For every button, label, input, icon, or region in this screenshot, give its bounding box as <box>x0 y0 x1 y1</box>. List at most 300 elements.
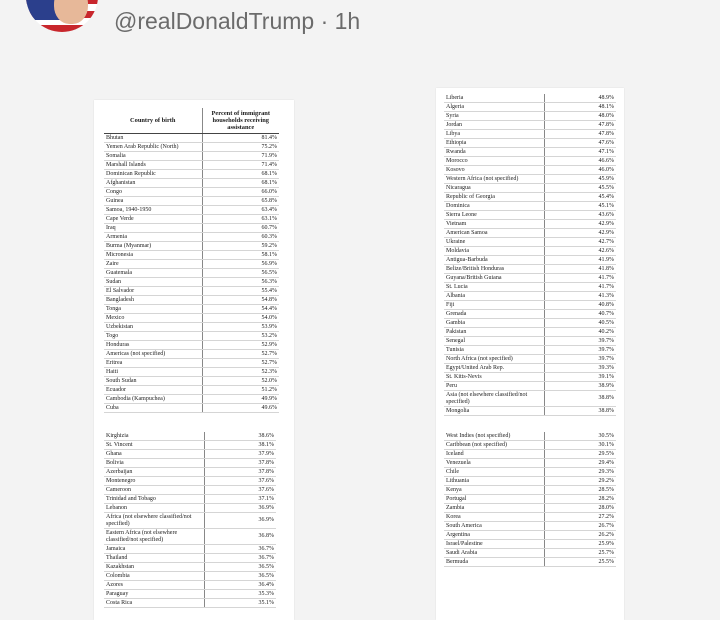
table-row <box>444 175 616 184</box>
table-row <box>104 134 279 143</box>
country-cell: Paraguay <box>104 590 204 599</box>
country-cell: Syria <box>444 112 544 121</box>
table-row <box>104 590 276 599</box>
percent-cell: 36.9% <box>204 513 276 529</box>
country-cell: South America <box>444 522 544 531</box>
country-cell: Kosovo <box>444 166 544 175</box>
percent-cell: 47.8% <box>544 121 616 130</box>
table-row <box>444 364 616 373</box>
country-cell: Togo <box>104 332 202 341</box>
country-cell: West Indies (not specified) <box>444 432 544 441</box>
country-cell: Liberia <box>444 94 544 103</box>
percent-cell: 26.7% <box>544 522 616 531</box>
country-cell: Cuba <box>104 404 202 413</box>
country-cell: Lebanon <box>104 504 204 513</box>
percent-cell: 65.8% <box>202 197 279 206</box>
percent-cell: 51.2% <box>202 386 279 395</box>
table-row <box>104 529 276 545</box>
percent-cell: 53.2% <box>202 332 279 341</box>
country-cell: Dominica <box>444 202 544 211</box>
country-cell: Sierra Leone <box>444 211 544 220</box>
country-cell: Korea <box>444 513 544 522</box>
percent-cell: 42.7% <box>544 238 616 247</box>
percent-cell: 30.1% <box>544 441 616 450</box>
country-cell: Cameroon <box>104 486 204 495</box>
percent-cell: 46.6% <box>544 157 616 166</box>
country-cell: Micronesia <box>104 251 202 260</box>
post-age[interactable]: 1h <box>334 8 361 34</box>
table-row <box>444 355 616 364</box>
table-row <box>444 549 616 558</box>
country-cell: Iraq <box>104 224 202 233</box>
country-cell: Colombia <box>104 572 204 581</box>
table-row <box>444 513 616 522</box>
percent-cell: 40.8% <box>544 301 616 310</box>
country-cell: Mongolia <box>444 407 544 416</box>
country-cell: Israel/Palestine <box>444 540 544 549</box>
table-row <box>104 224 279 233</box>
percent-cell: 29.5% <box>544 450 616 459</box>
percent-cell: 48.0% <box>544 112 616 121</box>
table-row <box>444 112 616 121</box>
table-row <box>104 269 279 278</box>
percent-cell: 43.6% <box>544 211 616 220</box>
assistance-table-2 <box>444 94 616 416</box>
percent-cell: 52.0% <box>202 377 279 386</box>
percent-cell: 54.8% <box>202 296 279 305</box>
percent-cell: 27.2% <box>544 513 616 522</box>
percent-cell: 56.3% <box>202 278 279 287</box>
percent-cell: 25.9% <box>544 540 616 549</box>
table-row <box>104 143 279 152</box>
table-row <box>104 386 279 395</box>
percent-cell: 75.2% <box>202 143 279 152</box>
percent-cell: 39.7% <box>544 355 616 364</box>
post-author-line[interactable] <box>114 8 360 35</box>
assistance-table-3 <box>104 432 276 608</box>
country-cell: Republic of Georgia <box>444 193 544 202</box>
percent-cell: 63.1% <box>202 215 279 224</box>
country-cell: Algeria <box>444 103 544 112</box>
percent-cell: 28.5% <box>544 486 616 495</box>
country-cell: Africa (not elsewhere classified/not specified) <box>104 513 204 529</box>
table-row <box>444 382 616 391</box>
country-cell: Rwanda <box>444 148 544 157</box>
table-row <box>444 247 616 256</box>
percent-cell: 52.9% <box>202 341 279 350</box>
country-cell: North Africa (not specified) <box>444 355 544 364</box>
percent-cell: 38.1% <box>204 441 276 450</box>
country-cell: Ghana <box>104 450 204 459</box>
separator-dot: · <box>320 8 329 34</box>
assistance-table-4 <box>444 432 616 567</box>
avatar-face <box>54 0 88 24</box>
country-cell: Ukraine <box>444 238 544 247</box>
percent-cell: 56.9% <box>202 260 279 269</box>
percent-column-header: Percent of immigrant households receiving assistance <box>202 108 279 134</box>
percent-cell: 56.5% <box>202 269 279 278</box>
percent-cell: 35.3% <box>204 590 276 599</box>
country-cell: Dominican Republic <box>104 170 202 179</box>
table-row <box>104 450 276 459</box>
table-row <box>104 314 279 323</box>
percent-cell: 39.7% <box>544 346 616 355</box>
table-row <box>104 170 279 179</box>
country-cell: Bermuda <box>444 558 544 567</box>
percent-cell: 40.2% <box>544 328 616 337</box>
percent-cell: 37.6% <box>204 477 276 486</box>
table-row <box>104 296 279 305</box>
table-row <box>104 404 279 413</box>
percent-cell: 47.1% <box>544 148 616 157</box>
percent-cell: 41.9% <box>544 256 616 265</box>
country-cell: St. Lucia <box>444 283 544 292</box>
country-cell: Zaire <box>104 260 202 269</box>
percent-cell: 47.8% <box>544 130 616 139</box>
table-row <box>444 441 616 450</box>
percent-cell: 37.8% <box>204 459 276 468</box>
table-row <box>104 513 276 529</box>
country-cell: Moldavia <box>444 247 544 256</box>
table-row <box>444 238 616 247</box>
table-row <box>104 581 276 590</box>
table-row <box>104 215 279 224</box>
percent-cell: 58.1% <box>202 251 279 260</box>
percent-cell: 63.4% <box>202 206 279 215</box>
percent-cell: 55.4% <box>202 287 279 296</box>
country-cell: Vietnam <box>444 220 544 229</box>
country-cell: Lithuania <box>444 477 544 486</box>
percent-cell: 54.4% <box>202 305 279 314</box>
table-row <box>444 274 616 283</box>
table-row <box>104 504 276 513</box>
table-row <box>444 256 616 265</box>
country-cell: Armenia <box>104 233 202 242</box>
table-row <box>104 341 279 350</box>
percent-cell: 36.4% <box>204 581 276 590</box>
table-row <box>104 432 276 441</box>
percent-cell: 66.0% <box>202 188 279 197</box>
table-row <box>104 377 279 386</box>
table-row <box>104 599 276 608</box>
country-cell: Venezuela <box>444 459 544 468</box>
country-cell: St. Vincent <box>104 441 204 450</box>
table-row <box>104 152 279 161</box>
country-cell: Ethiopia <box>444 139 544 148</box>
table-row <box>104 260 279 269</box>
percent-cell: 41.7% <box>544 274 616 283</box>
table-row <box>444 540 616 549</box>
country-cell: Ecuador <box>104 386 202 395</box>
country-cell: Azores <box>104 581 204 590</box>
percent-cell: 41.3% <box>544 292 616 301</box>
percent-cell: 36.8% <box>204 529 276 545</box>
post-header <box>0 0 720 70</box>
percent-cell: 38.6% <box>204 432 276 441</box>
country-cell: Argentina <box>444 531 544 540</box>
country-cell: Honduras <box>104 341 202 350</box>
country-cell: Fiji <box>444 301 544 310</box>
percent-cell: 60.3% <box>202 233 279 242</box>
percent-cell: 36.7% <box>204 545 276 554</box>
table-row <box>104 278 279 287</box>
percent-cell: 49.6% <box>202 404 279 413</box>
percent-cell: 39.3% <box>544 364 616 373</box>
percent-cell: 29.2% <box>544 477 616 486</box>
country-cell: Mexico <box>104 314 202 323</box>
country-cell: Tunisia <box>444 346 544 355</box>
author-handle[interactable]: @realDonaldTrump <box>114 8 315 34</box>
percent-cell: 52.7% <box>202 359 279 368</box>
country-cell: Bhutan <box>104 134 202 143</box>
percent-cell: 26.2% <box>544 531 616 540</box>
percent-cell: 46.0% <box>544 166 616 175</box>
table-row <box>104 242 279 251</box>
percent-cell: 42.9% <box>544 220 616 229</box>
assistance-table-1 <box>104 108 279 413</box>
country-cell: Marshall Islands <box>104 161 202 170</box>
country-cell: Yemen Arab Republic (North) <box>104 143 202 152</box>
table-row <box>104 441 276 450</box>
percent-cell: 41.8% <box>544 265 616 274</box>
percent-cell: 25.7% <box>544 549 616 558</box>
country-cell: Jamaica <box>104 545 204 554</box>
table-row <box>104 206 279 215</box>
country-cell: Kirghizia <box>104 432 204 441</box>
country-cell: St. Kitts-Nevis <box>444 373 544 382</box>
table-row <box>444 292 616 301</box>
table-row <box>104 305 279 314</box>
percent-cell: 37.1% <box>204 495 276 504</box>
table-row <box>444 477 616 486</box>
percent-cell: 48.9% <box>544 94 616 103</box>
country-cell: Kenya <box>444 486 544 495</box>
country-cell: Haiti <box>104 368 202 377</box>
country-cell: Kazakhstan <box>104 563 204 572</box>
country-cell: Afghanistan <box>104 179 202 188</box>
percent-cell: 36.5% <box>204 572 276 581</box>
table-row <box>444 504 616 513</box>
table-row <box>444 373 616 382</box>
country-cell: Somalia <box>104 152 202 161</box>
percent-cell: 68.1% <box>202 170 279 179</box>
table-row <box>444 468 616 477</box>
percent-cell: 48.1% <box>544 103 616 112</box>
table-row <box>104 350 279 359</box>
table-row <box>104 468 276 477</box>
table-row <box>444 148 616 157</box>
table-row <box>104 233 279 242</box>
percent-cell: 41.7% <box>544 283 616 292</box>
country-cell: Gambia <box>444 319 544 328</box>
table-row <box>104 287 279 296</box>
table-row <box>444 193 616 202</box>
percent-cell: 28.2% <box>544 495 616 504</box>
table-row <box>104 495 276 504</box>
percent-cell: 71.4% <box>202 161 279 170</box>
country-cell: Saudi Arabia <box>444 549 544 558</box>
percent-cell: 40.7% <box>544 310 616 319</box>
country-cell: Burma (Myanmar) <box>104 242 202 251</box>
table-row <box>444 157 616 166</box>
table-row <box>444 265 616 274</box>
country-cell: Senegal <box>444 337 544 346</box>
percent-cell: 45.4% <box>544 193 616 202</box>
table-row <box>444 522 616 531</box>
avatar[interactable] <box>26 0 98 32</box>
table-row <box>104 554 276 563</box>
percent-cell: 29.3% <box>544 468 616 477</box>
table-row <box>444 301 616 310</box>
table-row <box>104 477 276 486</box>
table-row <box>444 310 616 319</box>
table-row <box>444 459 616 468</box>
table-row <box>104 161 279 170</box>
country-cell: Belize/British Honduras <box>444 265 544 274</box>
table-row <box>444 94 616 103</box>
table-row <box>444 391 616 407</box>
percent-cell: 42.9% <box>544 229 616 238</box>
percent-cell: 36.5% <box>204 563 276 572</box>
country-cell: American Samoa <box>444 229 544 238</box>
country-cell: Iceland <box>444 450 544 459</box>
table-row <box>444 166 616 175</box>
table-row <box>104 179 279 188</box>
percent-cell: 71.9% <box>202 152 279 161</box>
table-row <box>104 197 279 206</box>
table-row <box>444 486 616 495</box>
country-cell: Asia (not elsewhere classified/not specified) <box>444 391 544 407</box>
percent-cell: 45.5% <box>544 184 616 193</box>
percent-cell: 37.6% <box>204 486 276 495</box>
percent-cell: 39.1% <box>544 373 616 382</box>
country-cell: Portugal <box>444 495 544 504</box>
country-cell: Americas (not specified) <box>104 350 202 359</box>
percent-cell: 36.9% <box>204 504 276 513</box>
table-row <box>104 395 279 404</box>
percent-cell: 38.8% <box>544 391 616 407</box>
country-cell: Guyana/British Guiana <box>444 274 544 283</box>
country-cell: Congo <box>104 188 202 197</box>
table-row <box>104 332 279 341</box>
country-cell: Eritrea <box>104 359 202 368</box>
percent-cell: 36.7% <box>204 554 276 563</box>
country-cell: Egypt/United Arab Rep. <box>444 364 544 373</box>
country-cell: Grenada <box>444 310 544 319</box>
percent-cell: 42.6% <box>544 247 616 256</box>
table-row <box>104 563 276 572</box>
table-row <box>444 211 616 220</box>
percent-cell: 53.9% <box>202 323 279 332</box>
country-cell: South Sudan <box>104 377 202 386</box>
percent-cell: 35.1% <box>204 599 276 608</box>
table-row <box>444 407 616 416</box>
percent-cell: 37.9% <box>204 450 276 459</box>
table-row <box>444 229 616 238</box>
table-row <box>444 283 616 292</box>
country-cell: Antigua-Barbuda <box>444 256 544 265</box>
country-cell: Montenegro <box>104 477 204 486</box>
percent-cell: 38.8% <box>544 407 616 416</box>
table-row <box>104 459 276 468</box>
country-cell: Azerbaijan <box>104 468 204 477</box>
table-row <box>444 202 616 211</box>
table-row <box>444 450 616 459</box>
percent-cell: 52.7% <box>202 350 279 359</box>
percent-cell: 60.7% <box>202 224 279 233</box>
country-cell: Bangladesh <box>104 296 202 305</box>
country-cell: Thailand <box>104 554 204 563</box>
country-cell: Peru <box>444 382 544 391</box>
table-row <box>104 486 276 495</box>
percent-cell: 52.3% <box>202 368 279 377</box>
table-row <box>444 130 616 139</box>
country-cell: Sudan <box>104 278 202 287</box>
table-row <box>444 184 616 193</box>
percent-cell: 54.0% <box>202 314 279 323</box>
percent-cell: 81.4% <box>202 134 279 143</box>
percent-cell: 40.5% <box>544 319 616 328</box>
percent-cell: 45.1% <box>544 202 616 211</box>
country-cell: Uzbekistan <box>104 323 202 332</box>
country-cell: Western Africa (not specified) <box>444 175 544 184</box>
percent-cell: 47.6% <box>544 139 616 148</box>
table-row <box>444 346 616 355</box>
table-row <box>444 121 616 130</box>
percent-cell: 28.0% <box>544 504 616 513</box>
percent-cell: 59.2% <box>202 242 279 251</box>
percent-cell: 37.8% <box>204 468 276 477</box>
table-row <box>444 337 616 346</box>
country-cell: Albania <box>444 292 544 301</box>
table-row <box>444 558 616 567</box>
country-cell: Pakistan <box>444 328 544 337</box>
country-cell: Cape Verde <box>104 215 202 224</box>
percent-cell: 45.9% <box>544 175 616 184</box>
country-cell: Chile <box>444 468 544 477</box>
table-row <box>444 495 616 504</box>
country-cell: El Salvador <box>104 287 202 296</box>
table-row <box>444 319 616 328</box>
country-cell: Tonga <box>104 305 202 314</box>
percent-cell: 49.9% <box>202 395 279 404</box>
country-cell: Guinea <box>104 197 202 206</box>
country-cell: Guatemala <box>104 269 202 278</box>
percent-cell: 38.9% <box>544 382 616 391</box>
table-row <box>444 531 616 540</box>
country-cell: Jordan <box>444 121 544 130</box>
country-cell: Bolivia <box>104 459 204 468</box>
country-cell: Morocco <box>444 157 544 166</box>
table-row <box>444 432 616 441</box>
table-row <box>444 220 616 229</box>
table-row <box>104 323 279 332</box>
table-row <box>444 103 616 112</box>
table-row <box>104 359 279 368</box>
percent-cell: 68.1% <box>202 179 279 188</box>
table-row <box>104 368 279 377</box>
country-cell: Nicaragua <box>444 184 544 193</box>
percent-cell: 30.5% <box>544 432 616 441</box>
table-row <box>104 251 279 260</box>
country-cell: Caribbean (not specified) <box>444 441 544 450</box>
country-cell: Trinidad and Tobago <box>104 495 204 504</box>
table-row <box>104 188 279 197</box>
table-row <box>444 328 616 337</box>
percent-cell: 39.7% <box>544 337 616 346</box>
country-cell: Libya <box>444 130 544 139</box>
country-cell: Eastern Africa (not elsewhere classified/not specified) <box>104 529 204 545</box>
